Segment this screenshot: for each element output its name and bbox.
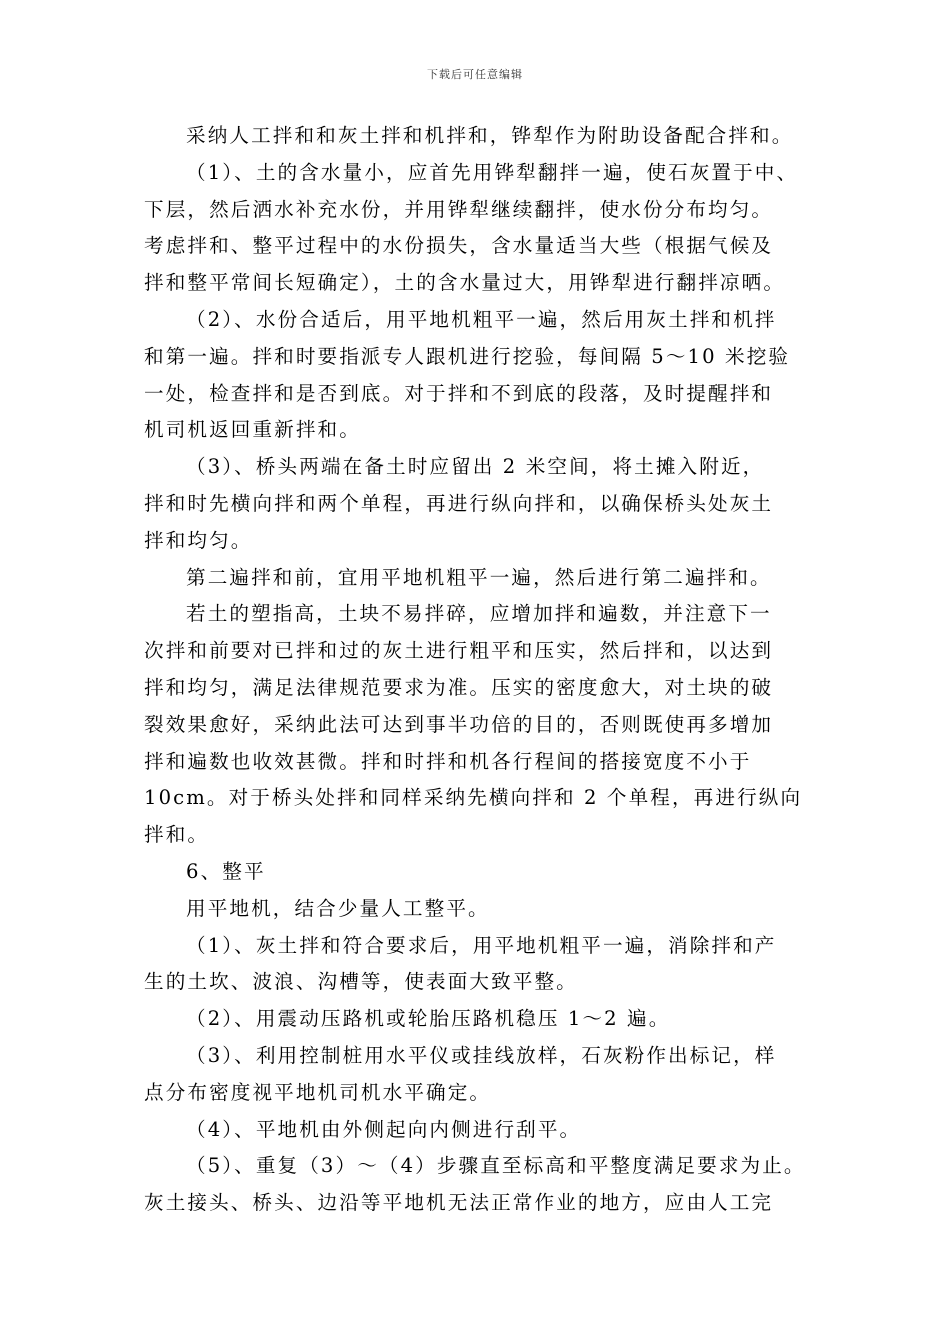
paragraph-line: 拌和均匀。 [144, 528, 253, 552]
paragraph-line: 下层，然后洒水补充水份，并用铧犁继续翻拌，使水份分布均匀。 [144, 197, 774, 221]
paragraph-line: 点分布密度视平地机司机水平确定。 [144, 1080, 492, 1104]
paragraph-line: 拌和均匀，满足法律规范要求为准。压实的密度愈大，对土块的破 [144, 675, 774, 699]
paragraph-line: （1）、土的含水量小，应首先用铧犁翻拌一遍，使石灰置于中、 [186, 160, 799, 184]
paragraph-line: 用平地机，结合少量人工整平。 [186, 896, 490, 920]
section-heading: 6、整平 [186, 859, 266, 883]
paragraph-line: 灰土接头、桥头、边沿等平地机无法正常作业的地方，应由人工完 [144, 1191, 774, 1215]
paragraph-line: （1）、灰土拌和符合要求后，用平地机粗平一遍，消除拌和产 [186, 933, 777, 957]
paragraph-line: 拌和时先横向拌和两个单程，再进行纵向拌和，以确保桥头处灰土 [144, 491, 774, 515]
paragraph-line: 一处，检查拌和是否到底。对于拌和不到底的段落，及时提醒拌和 [144, 381, 774, 405]
paragraph-line: 拌和整平常间长短确定），土的含水量过大，用铧犁进行翻拌凉晒。 [144, 271, 786, 295]
paragraph-line: 生的土坎、波浪、沟槽等，使表面大致平整。 [144, 970, 578, 994]
paragraph-line: （2）、水份合适后，用平地机粗平一遍，然后用灰土拌和机拌 [186, 307, 777, 331]
paragraph-line: （3）、利用控制桩用水平仪或挂线放样，石灰粉作出标记，样 [186, 1043, 777, 1067]
paragraph-line: （4）、平地机由外侧起向内侧进行刮平。 [186, 1117, 582, 1141]
paragraph-line: 机司机返回重新拌和。 [144, 418, 361, 442]
paragraph-line: 若土的塑指高，土块不易拌碎，应增加拌和遍数，并注意下一 [186, 602, 772, 626]
paragraph-line: 裂效果愈好，采纳此法可达到事半功倍的目的，否则既使再多增加 [144, 712, 774, 736]
document-body [144, 118, 824, 1222]
paragraph-line: 拌和。 [144, 823, 210, 847]
paragraph-line: （5）、重复（3）～（4）步骤直至标高和平整度满足要求为止。 [186, 1154, 806, 1178]
paragraph-line: 和第一遍。拌和时要指派专人跟机进行挖验，每间隔 5～10 米挖验 [144, 344, 791, 368]
paragraph-line: （3）、桥头两端在备土时应留出 2 米空间，将土摊入附近， [186, 455, 765, 479]
paragraph-line: （2）、用震动压路机或轮胎压路机稳压 1～2 遍。 [186, 1007, 671, 1031]
paragraph-line: 第二遍拌和前，宜用平地机粗平一遍，然后进行第二遍拌和。 [186, 565, 772, 589]
paragraph-line: 考虑拌和、整平过程中的水份损失，含水量适当大些（根据气候及 [144, 234, 774, 258]
page-header-note: 下载后可任意编辑 [427, 68, 523, 81]
paragraph-line: 次拌和前要对已拌和过的灰土进行粗平和压实，然后拌和，以达到 [144, 639, 774, 663]
paragraph-line: 10cm。对于桥头处拌和同样采纳先横向拌和 2 个单程，再进行纵向 [144, 786, 803, 810]
paragraph-line: 采纳人工拌和和灰土拌和机拌和，铧犁作为附助设备配合拌和。 [186, 124, 794, 147]
paragraph-line: 拌和遍数也收效甚微。拌和时拌和机各行程间的搭接宽度不小于 [144, 749, 752, 773]
